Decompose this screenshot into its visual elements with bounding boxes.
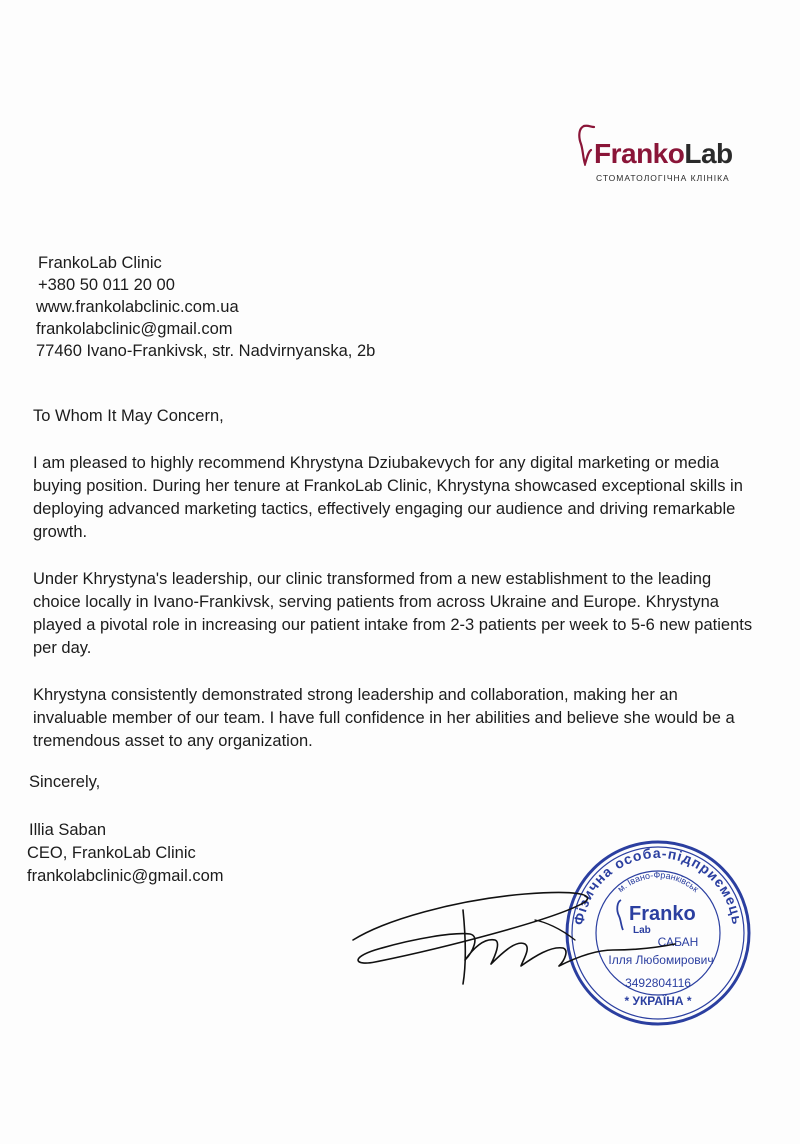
sender-email: frankolabclinic@gmail.com xyxy=(36,320,233,338)
logo-word-franko: Franko xyxy=(594,138,685,169)
closing: Sincerely, xyxy=(29,773,101,791)
stamp-surname: САБАН xyxy=(657,935,699,949)
stamp-code: 3492804116 xyxy=(625,976,691,990)
stamp-brand-sub: Lab xyxy=(633,925,651,936)
sender-address: 77460 Ivano-Frankivsk, str. Nadvirnyanska, 2b xyxy=(36,342,376,360)
frankolab-logo xyxy=(578,118,748,188)
sender-website: www.frankolabclinic.com.ua xyxy=(36,298,239,316)
paragraph-3: Khrystyna consistently demonstrated strong leadership and collaboration, making her an invaluable member of our team. I have full confidence in her abilities and believe she would be a tremendous asset to any organization. xyxy=(33,686,735,750)
stamp-country: * УКРАЇНА * xyxy=(624,994,692,1008)
signer-email: frankolabclinic@gmail.com xyxy=(27,867,224,885)
paragraph-1: I am pleased to highly recommend Khrystyna Dziubakevych for any digital marketing or media buying position. During her tenure at FrankoLab Clinic, Khrystyna showcased exceptional skills in deploying advanced marketing tactics, effectively engaging our audience and driving remarkable growth. xyxy=(33,454,743,541)
logo-word-lab: Lab xyxy=(684,138,733,169)
sender-name: FrankoLab Clinic xyxy=(38,254,162,272)
signer-title: CEO, FrankoLab Clinic xyxy=(27,844,196,862)
salutation: To Whom It May Concern, xyxy=(33,407,224,425)
logo-subtitle: СТОМАТОЛОГІЧНА КЛІНІКА xyxy=(596,173,730,183)
stamp-full-name: Ілля Любомирович xyxy=(608,953,714,967)
stamp-brand: Franko xyxy=(629,903,696,925)
logo-wordmark xyxy=(594,140,733,168)
paragraph-2: Under Khrystyna's leadership, our clinic transformed from a new establishment to the leading choice locally in Ivano-Frankivsk, serving patients from across Ukraine and Europe. Khrystyna played a pivotal role in increasing our patient intake from 2-3 patients per week to 5-6 new patients per day. xyxy=(33,570,753,657)
stamp-ring-text: Фізична особа-підприємець xyxy=(570,844,746,927)
sender-phone: +380 50 011 20 00 xyxy=(38,276,175,294)
signer-name: Illia Saban xyxy=(29,821,107,839)
signature xyxy=(345,880,685,990)
stamp-ring-inner-text: м. Івано-Франківськ xyxy=(615,869,701,895)
